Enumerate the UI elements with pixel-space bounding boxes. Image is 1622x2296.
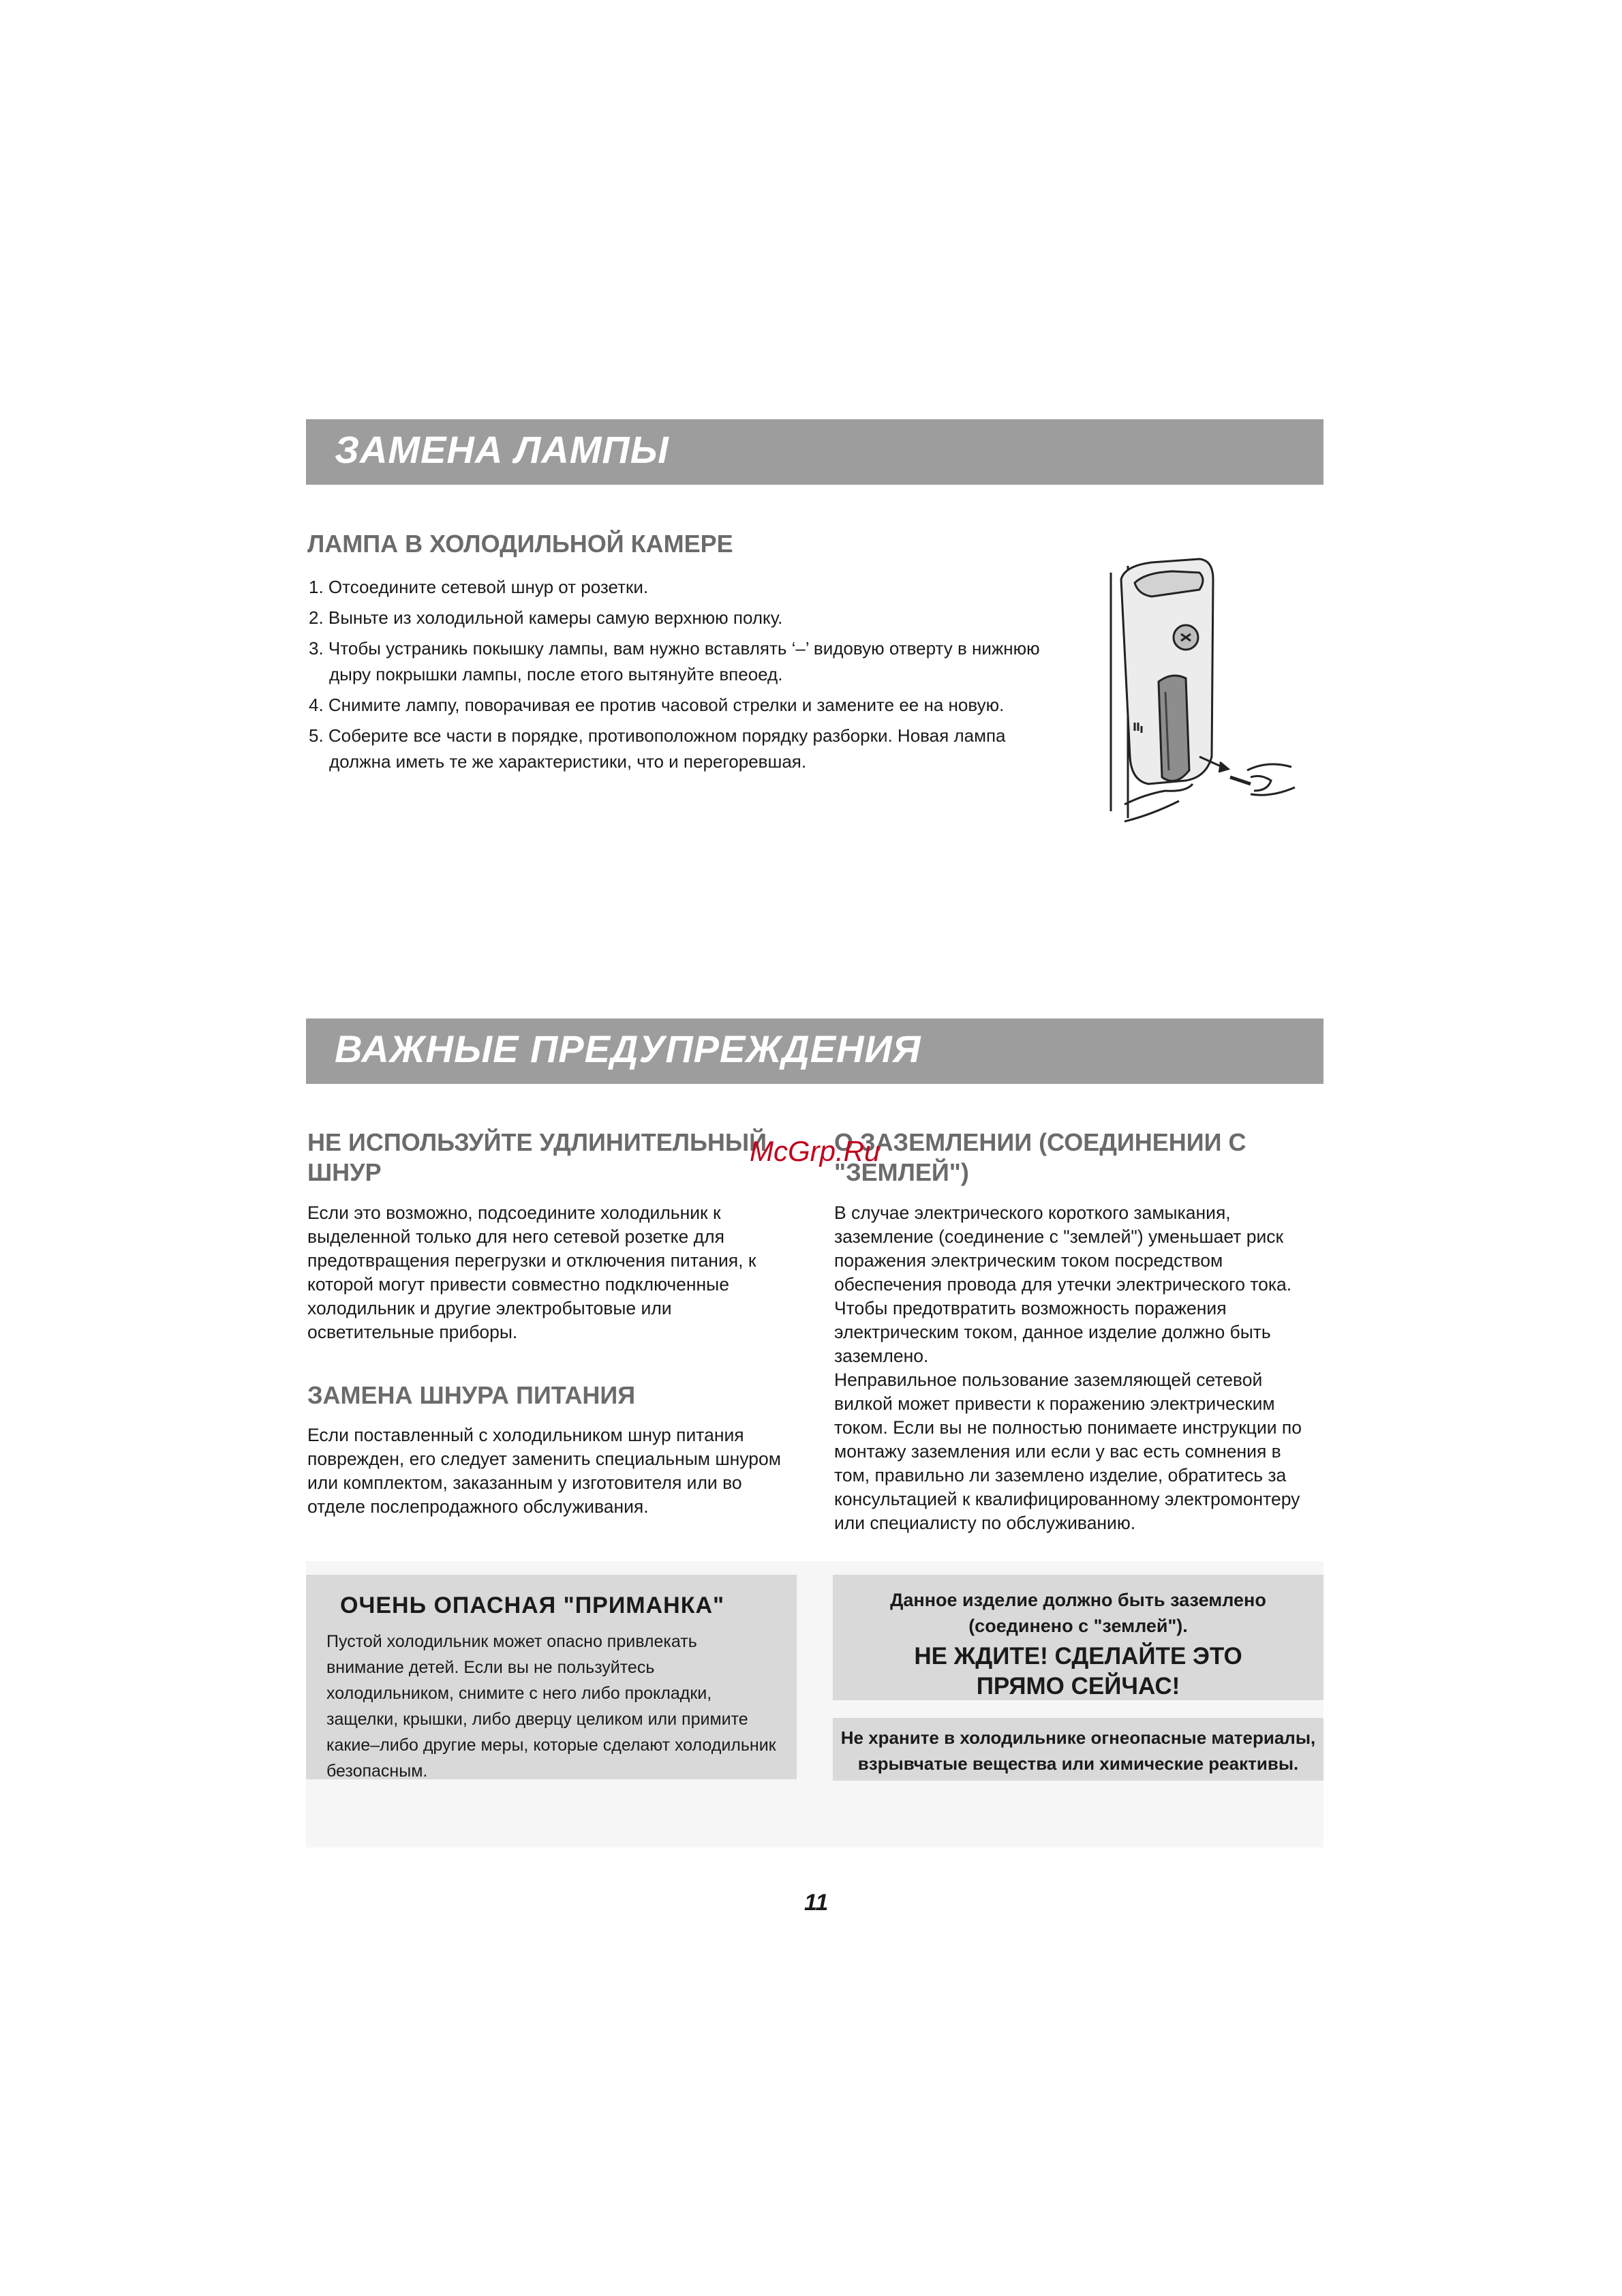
grounding-text-1: В случае электрического короткого замыкания, заземление (соединение с "землей") уменьшает риск поражения электрическим током посредством обеспечения провода для утечки электрического тока. <box>834 1203 1292 1295</box>
lamp-step: 1. Отсоедините сетевой шнур от розетки. <box>309 577 649 597</box>
power-cord-heading: ЗАМЕНА ШНУРА ПИТАНИЯ <box>307 1381 636 1409</box>
lamp-replacement-illustration <box>1097 552 1302 839</box>
grounding-text-block <box>834 1201 1311 1535</box>
grounding-text-3: Неправильное пользование заземляющей сетевой вилкой может привести к поражению электрическим током. Если вы не полностью понимаете инструкции по монтажу заземления или если у вас есть сомнения в том, правильно ли заземлено изделие, обратитесь за консультацией к квалифицированному электромонтеру или специалисту по обслуживанию. <box>834 1370 1302 1533</box>
lamp-step: 2. Выньте из холодильной камеры самую верхнюю полку. <box>309 607 783 628</box>
lamp-subtitle: ЛАМПА В ХОЛОДИЛЬНОЙ КАМЕРЕ <box>307 530 733 558</box>
extension-cord-heading: НЕ ИСПОЛЬЗУЙТЕ УДЛИНИТЕЛЬНЫЙ ШНУР <box>307 1128 767 1186</box>
extension-cord-text: Если это возможно, подсоедините холодильник к выделенной только для него сетевой розетке для предотвращения перегрузки и отключения питания, к которой могут привести совместно подключенные холодильник и другие электробытовые или осветительные приборы. <box>307 1203 756 1342</box>
ground-box-line-2: (соединено с "землей"). <box>968 1616 1188 1636</box>
warnings-section-title: ВАЖНЫЕ ПРЕДУПРЕЖДЕНИЯ <box>335 1027 921 1070</box>
bait-warning-title: ОЧЕНЬ ОПАСНАЯ "ПРИМАНКА" <box>340 1592 725 1618</box>
storage-box-line-1: Не храните в холодильнике огнеопасные материалы, <box>840 1727 1316 1748</box>
flammable-storage-box <box>833 1718 1323 1781</box>
bait-warning-box <box>306 1575 797 1779</box>
ground-now-box <box>833 1575 1323 1700</box>
page-number: 11 <box>804 1890 829 1916</box>
power-cord-text: Если поставленный с холодильником шнур питания поврежден, его следует заменить специальным шнуром или комплектом, заказанным у изготовителя или во отделе послепродажного обслуживания. <box>307 1425 781 1517</box>
grounding-text-2: Чтобы предотвратить возможность поражения электрическим током, данное изделие должно быть заземлено. <box>834 1298 1271 1366</box>
ground-box-line-3: НЕ ЖДИТЕ! СДЕЛАЙТЕ ЭТО <box>914 1643 1242 1670</box>
lamp-section-banner <box>306 419 1323 485</box>
watermark: McGrp.Ru <box>750 1135 881 1167</box>
warnings-section-banner <box>306 1018 1323 1084</box>
lamp-steps-list <box>309 574 1058 779</box>
grounding-heading: О ЗАЗЕМЛЕНИИ (СОЕДИНЕНИИ С "ЗЕМЛЕЙ") <box>834 1128 1246 1186</box>
ground-box-line-4: ПРЯМО СЕЙЧАС! <box>976 1673 1180 1700</box>
ground-box-line-1: Данное изделие должно быть заземлено <box>890 1590 1266 1610</box>
lamp-step: 3. Чтобы устраникь покышку лампы, вам нужно вставлять ‘–’ видовую отверту в нижнюю дыру покрышки лампы, после етого вытянуйте впеоед. <box>309 638 1040 684</box>
storage-box-line-2: взрывчатые вещества или химические реактивы. <box>857 1753 1299 1774</box>
lamp-section-title: ЗАМЕНА ЛАМПЫ <box>335 428 669 471</box>
bait-warning-text: Пустой холодильник может опасно привлекать внимание детей. Если вы не пользуйтесь холодильником, снимите с него либо прокладки, защелки, крышки, либо дверцу целиком или примите какие–либо другие меры, которые сделают холодильник безопасным. <box>326 1632 776 1781</box>
lamp-step: 4. Снимите лампу, поворачивая ее против часовой стрелки и замените ее на новую. <box>309 695 1005 715</box>
lamp-step: 5. Соберите все части в порядке, противоположном порядку разборки. Новая лампа должна иметь те же характеристики, что и перегоревшая. <box>309 725 1006 772</box>
